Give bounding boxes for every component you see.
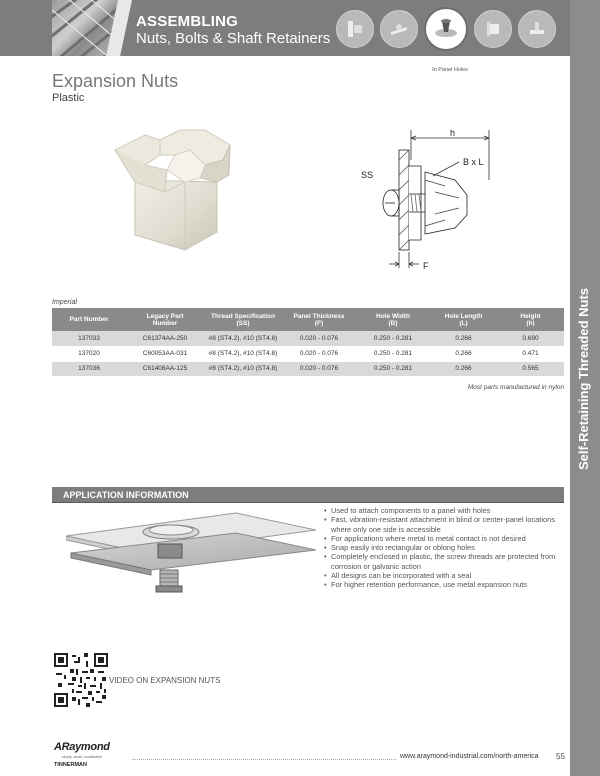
table-header-row <box>52 308 564 331</box>
page-title: Expansion Nuts <box>52 71 179 91</box>
technical-diagram <box>355 120 505 280</box>
diagram-label-ss: SS <box>361 170 374 180</box>
col-hole-length: Hole Length (L) <box>430 308 497 331</box>
cell-panel: 0.020 - 0.076 <box>282 346 356 361</box>
screw-panel-icon[interactable] <box>336 10 374 48</box>
cell-thread: #8 (ST4.2), #10 (ST4.8) <box>204 361 282 376</box>
table-note: Most parts manufactured in nylon <box>467 384 564 391</box>
page-number: 55 <box>556 752 565 761</box>
tinnerman-logo: TINNERMAN <box>54 762 87 768</box>
clip-icon[interactable] <box>380 10 418 48</box>
cell-width: 0.250 - 0.281 <box>356 331 430 346</box>
col-thread-spec: Thread Specification (SS) <box>204 308 282 331</box>
cell-panel: 0.020 - 0.076 <box>282 331 356 346</box>
cell-height: 0.565 <box>497 361 564 376</box>
cell-thread: #8 (ST4.2), #10 (ST4.8) <box>204 331 282 346</box>
table-row <box>52 331 564 346</box>
category-icons <box>336 10 556 51</box>
footer-divider <box>132 759 396 760</box>
diagram-label-h: h <box>450 128 456 138</box>
list-item: • Fast, vibration-resistant attachment in blind or center-panel locations where only one side is accessible <box>324 515 566 534</box>
col-part-number: Part Number <box>52 308 126 331</box>
cell-part: 137020 <box>52 346 126 361</box>
application-bullets <box>324 506 566 590</box>
list-item: • All designs can be incorporated with a seal <box>324 571 566 580</box>
footer-url[interactable]: www.araymond-industrial.com/north-america <box>400 753 539 760</box>
cell-length: 0.266 <box>430 361 497 376</box>
diagram-label-bxl: B x L <box>463 157 484 167</box>
cell-part: 137036 <box>52 361 126 376</box>
list-item: • For higher retention performance, use metal expansion nuts <box>324 580 566 589</box>
in-panel-holes-icon[interactable] <box>424 7 468 51</box>
qr-code[interactable] <box>54 653 108 707</box>
cell-height: 0.471 <box>497 346 564 361</box>
table-row <box>52 346 564 361</box>
application-illustration <box>66 508 316 598</box>
side-tab-label: Self-Retaining Threaded Nuts <box>576 287 591 470</box>
side-tab-label-wrap <box>576 287 594 480</box>
col-legacy-part: Legacy Part Number <box>126 308 204 331</box>
table-row <box>52 361 564 376</box>
video-link[interactable]: VIDEO ON EXPANSION NUTS <box>109 676 221 685</box>
cell-length: 0.266 <box>430 346 497 361</box>
header-title: ASSEMBLING <box>136 13 239 30</box>
active-icon-caption: In Panel Holes <box>432 67 468 73</box>
col-hole-width: Hole Width (B) <box>356 308 430 331</box>
araymond-logo: ARaymond <box>54 741 110 753</box>
edge-clip-icon[interactable] <box>474 10 512 48</box>
spec-table <box>52 308 564 377</box>
application-heading-bar <box>52 487 564 503</box>
logo-tagline: simply, smart, sustainable <box>62 755 103 759</box>
cell-thread: #8 (ST4.2), #10 (ST4.8) <box>204 346 282 361</box>
diagram-label-f: F <box>423 261 429 271</box>
cell-height: 0.690 <box>497 331 564 346</box>
application-heading: APPLICATION INFORMATION <box>63 490 189 500</box>
cell-panel: 0.020 - 0.076 <box>282 361 356 376</box>
cell-legacy: C61374AA-250 <box>126 331 204 346</box>
list-item: • Used to attach components to a panel with holes <box>324 506 566 515</box>
col-height: Height (h) <box>497 308 564 331</box>
list-item: • Snap easily into rectangular or oblong holes <box>324 543 566 552</box>
table-caption: Imperial <box>52 299 77 306</box>
list-item: • Completely enclosed in plastic, the screw threads are protected from corrosion or galvanic action <box>324 552 566 571</box>
list-item: • For applications where metal to metal contact is not desired <box>324 534 566 543</box>
cell-legacy: C61408AA-125 <box>126 361 204 376</box>
cell-width: 0.250 - 0.281 <box>356 346 430 361</box>
cell-legacy: C60053AA-031 <box>126 346 204 361</box>
header-subtitle: Nuts, Bolts & Shaft Retainers <box>136 30 331 47</box>
cell-length: 0.266 <box>430 331 497 346</box>
page-subtitle: Plastic <box>52 92 85 104</box>
stud-icon[interactable] <box>518 10 556 48</box>
product-photo <box>105 120 250 260</box>
col-panel-thickness: Panel Thickness (F) <box>282 308 356 331</box>
cell-part: 137033 <box>52 331 126 346</box>
cell-width: 0.250 - 0.281 <box>356 361 430 376</box>
